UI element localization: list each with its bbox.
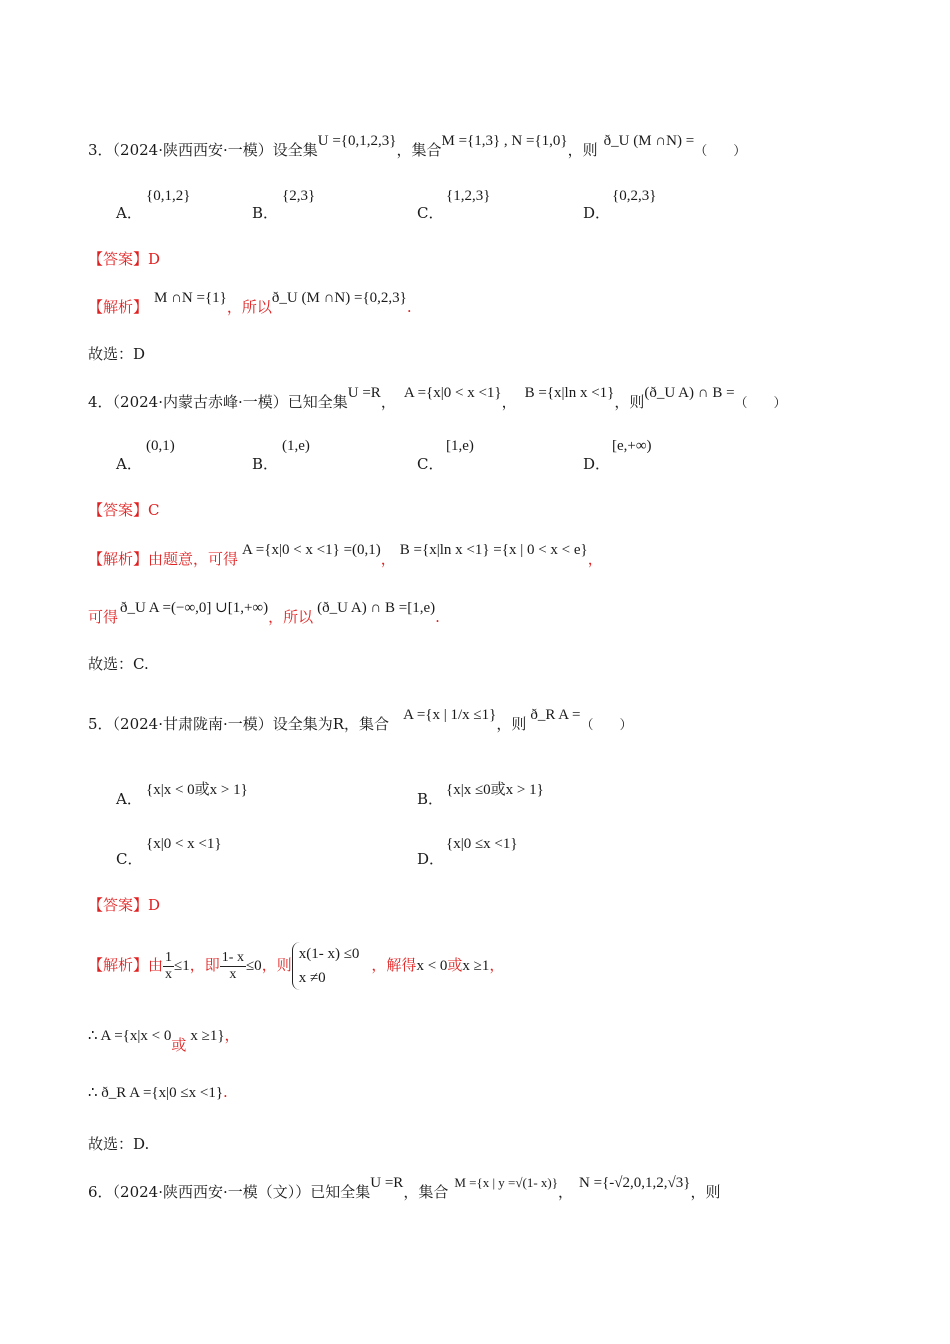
q4-option-b[interactable] bbox=[252, 453, 278, 474]
q5-option-d-value: {x|0 ≤x <1} bbox=[446, 836, 518, 852]
frac-numerator: 1 bbox=[165, 949, 173, 965]
q4-set-a: A ={x|0 < x <1} bbox=[403, 385, 502, 401]
option-label: A． bbox=[116, 455, 142, 473]
q6-set-n: N ={-√2,0,1,2,√3} bbox=[579, 1175, 691, 1191]
q3-text-mid: ，集合 bbox=[396, 141, 442, 159]
q3-analysis-end: . bbox=[406, 298, 412, 316]
q4-option-c[interactable] bbox=[417, 453, 443, 474]
analysis-label: 【解析】 bbox=[88, 956, 149, 974]
q3-option-b[interactable] bbox=[252, 202, 278, 223]
answer-label: 【答案】 bbox=[88, 501, 149, 519]
q3-set-u: U ={0,1,2,3} bbox=[317, 133, 397, 149]
q5-analysis-line1 bbox=[88, 940, 504, 992]
option-label: C． bbox=[417, 455, 444, 473]
q4-analysis-expr4: (ð_U A) ∩ B =[1,e) bbox=[317, 600, 436, 616]
q4-set-b: B ={x|ln x <1} bbox=[524, 385, 615, 401]
analysis-label: 【解析】 bbox=[88, 298, 149, 316]
q5-conclusion: 故选：D. bbox=[88, 1135, 150, 1153]
q3-option-c-value: {1,2,3} bbox=[446, 188, 491, 204]
q4-option-a-value: (0,1) bbox=[146, 438, 175, 454]
q3-option-c[interactable] bbox=[417, 202, 443, 223]
q5-stem bbox=[88, 707, 633, 736]
q6-source: （2024·陕西西安·一模（文））已知全集 bbox=[112, 1183, 371, 1201]
system-line-2: x ≠0 bbox=[298, 970, 326, 986]
q5-therefore1-b: x ≥1} bbox=[190, 1028, 225, 1044]
q5-analysis-text1: 由 bbox=[148, 956, 164, 974]
option-label: C． bbox=[116, 850, 143, 868]
q4-option-d[interactable] bbox=[583, 453, 610, 474]
q4-analysis-line2: 可得 ð_U A =(−∞,0] ∪[1,+∞)，所以 (ð_U A) ∩ B =[1,e). bbox=[88, 600, 440, 626]
q3-stem bbox=[88, 133, 747, 162]
q4-option-c-value: [1,e) bbox=[446, 438, 474, 454]
q3-option-d-value: {0,2,3} bbox=[612, 188, 657, 204]
q5-analysis-text2: ，即 bbox=[189, 956, 220, 974]
option-label: C． bbox=[417, 204, 444, 222]
q4-paren: （ ） bbox=[734, 396, 787, 411]
q3-answer bbox=[88, 249, 160, 269]
q5-or-text: 或 bbox=[447, 956, 463, 974]
q5-frac1 bbox=[163, 950, 174, 983]
q3-analysis-expr2: ð_U (M ∩N) ={0,2,3} bbox=[271, 290, 407, 306]
q5-paren: （ ） bbox=[580, 718, 633, 733]
q5-analysis-text3: ，则 bbox=[261, 956, 292, 974]
q5-text-then: ，则 bbox=[496, 715, 527, 733]
q3-option-a-value: {0,1,2} bbox=[146, 188, 191, 204]
q5-therefore2: ∴ ð_R A ={x|0 ≤x <1} bbox=[88, 1085, 224, 1101]
q4-analysis-expr1: A ={x|0 < x <1} =(0,1) bbox=[242, 542, 381, 558]
q5-option-b-value: {x|x ≤0或x > 1} bbox=[446, 782, 544, 798]
frac-numerator: 1- x bbox=[221, 949, 244, 965]
q4-analysis-line1: 【解析】由题意，可得 A ={x|0 < x <1} =(0,1)， B ={x|ln x <1} ={x | 0 < x < e}， bbox=[88, 542, 603, 568]
q6-set-u: U =R bbox=[370, 1175, 404, 1191]
q3-analysis-expr1: M ∩N ={1} bbox=[154, 290, 227, 306]
q5-ineq1: x < 0 bbox=[416, 958, 448, 974]
analysis-label: 【解析】 bbox=[88, 550, 149, 568]
q3-option-d[interactable] bbox=[583, 202, 610, 223]
option-label: A． bbox=[116, 204, 142, 222]
q5-system bbox=[292, 942, 360, 990]
q5-frac2-rel: ≤0 bbox=[245, 958, 262, 974]
q4-number: 4． bbox=[88, 393, 113, 411]
q5-therefore-line2: ∴ ð_R A ={x|0 ≤x <1}. bbox=[88, 1083, 228, 1101]
q4-option-b-value: (1,e) bbox=[282, 438, 310, 454]
q4-analysis-text3: ，所以 bbox=[268, 608, 314, 626]
q3-analysis bbox=[88, 290, 412, 318]
q5-option-a[interactable] bbox=[116, 788, 142, 809]
q3-paren: （ ） bbox=[694, 144, 747, 159]
q4-answer bbox=[88, 500, 160, 520]
q4-analysis-text2: 可得 bbox=[88, 608, 119, 626]
q4-option-a[interactable] bbox=[116, 453, 142, 474]
q5-answer bbox=[88, 895, 160, 915]
q5-option-c-value: {x|0 < x <1} bbox=[146, 836, 222, 852]
answer-value: C bbox=[148, 501, 160, 519]
q4-text-then: ，则 bbox=[614, 393, 645, 411]
q5-set-a: A ={x | 1/x ≤1} bbox=[403, 707, 497, 723]
answer-label: 【答案】 bbox=[88, 896, 149, 914]
q5-option-a-value: {x|x < 0或x > 1} bbox=[146, 782, 248, 798]
q5-option-c[interactable] bbox=[116, 848, 142, 869]
q5-analysis-end: ， bbox=[489, 956, 505, 974]
q5-or-text-2: 或 bbox=[171, 1036, 187, 1054]
q5-therefore1: ∴ A ={x|x < 0 bbox=[88, 1028, 172, 1044]
option-label: A． bbox=[116, 790, 142, 808]
q4-analysis-expr3: ð_U A =(−∞,0] ∪[1,+∞) bbox=[120, 600, 269, 616]
q4-stem: 4．（2024·内蒙古赤峰·一模）已知全集U =R， A ={x|0 < x <1}， B ={x|ln x <1}，则(ð_U A) ∩ B =（ ） bbox=[88, 385, 787, 411]
q6-stem: 6．（2024·陕西西安·一模（文））已知全集U =R，集合M ={x | y =√(1- x)}， N ={-√2,0,1,2,√3}，则 bbox=[88, 1175, 721, 1201]
q4-option-d-value: [e,+∞) bbox=[612, 438, 652, 454]
q6-text-then: ，则 bbox=[690, 1183, 721, 1201]
q6-text-mid: ，集合 bbox=[403, 1183, 449, 1201]
q4-conclusion: 故选：C. bbox=[88, 655, 149, 673]
frac-denominator: x bbox=[229, 966, 237, 982]
option-label: D． bbox=[583, 455, 611, 473]
answer-label: 【答案】 bbox=[88, 250, 149, 268]
q3-conclusion: 故选：D bbox=[88, 345, 146, 363]
q5-therefore-line1: ∴ A ={x|x < 0或 x ≥1}， bbox=[88, 1026, 240, 1054]
q4-analysis-text1: 由题意，可得 bbox=[148, 550, 239, 568]
q5-frac1-rel: ≤1 bbox=[174, 958, 190, 974]
q5-ineq2: x ≥1 bbox=[462, 958, 490, 974]
q4-analysis-expr2: B ={x|ln x <1} ={x | 0 < x < e} bbox=[399, 542, 588, 558]
q5-number: 5． bbox=[88, 715, 113, 733]
q3-option-b-value: {2,3} bbox=[282, 188, 316, 204]
answer-value: D bbox=[148, 250, 161, 268]
q5-frac2 bbox=[220, 950, 246, 983]
option-label: D． bbox=[417, 850, 445, 868]
q4-set-u: U =R bbox=[347, 385, 381, 401]
q3-text-then: ，则 bbox=[567, 141, 598, 159]
q5-expr: ð_R A = bbox=[530, 707, 581, 723]
q3-analysis-text: ，所以 bbox=[226, 298, 272, 316]
q3-set-mn: M ={1,3} , N ={1,0} bbox=[441, 133, 568, 149]
q4-source: （2024·内蒙古赤峰·一模）已知全集 bbox=[112, 393, 348, 411]
option-label: B． bbox=[252, 204, 279, 222]
answer-value: D bbox=[148, 896, 161, 914]
q3-option-a[interactable] bbox=[116, 202, 142, 223]
q3-expr: ð_U (M ∩N) = bbox=[603, 133, 695, 149]
q5-analysis-text4: ，解得 bbox=[371, 956, 417, 974]
option-label: B． bbox=[417, 790, 444, 808]
q5-option-d[interactable] bbox=[417, 848, 444, 869]
q6-number: 6． bbox=[88, 1183, 113, 1201]
q5-source: （2024·甘肃陇南·一模）设全集为R，集合 bbox=[112, 715, 390, 733]
q3-source: （2024·陕西西安·一模）设全集 bbox=[112, 141, 318, 159]
option-label: D． bbox=[583, 204, 611, 222]
q6-set-m: M ={x | y =√(1- x)} bbox=[454, 1175, 559, 1190]
system-line-1: x(1- x) ≤0 bbox=[298, 946, 360, 962]
frac-denominator: x bbox=[165, 966, 173, 982]
option-label: B． bbox=[252, 455, 279, 473]
q4-expr: (ð_U A) ∩ B = bbox=[644, 385, 735, 401]
q3-number: 3． bbox=[88, 141, 113, 159]
q5-option-b[interactable] bbox=[417, 788, 443, 809]
